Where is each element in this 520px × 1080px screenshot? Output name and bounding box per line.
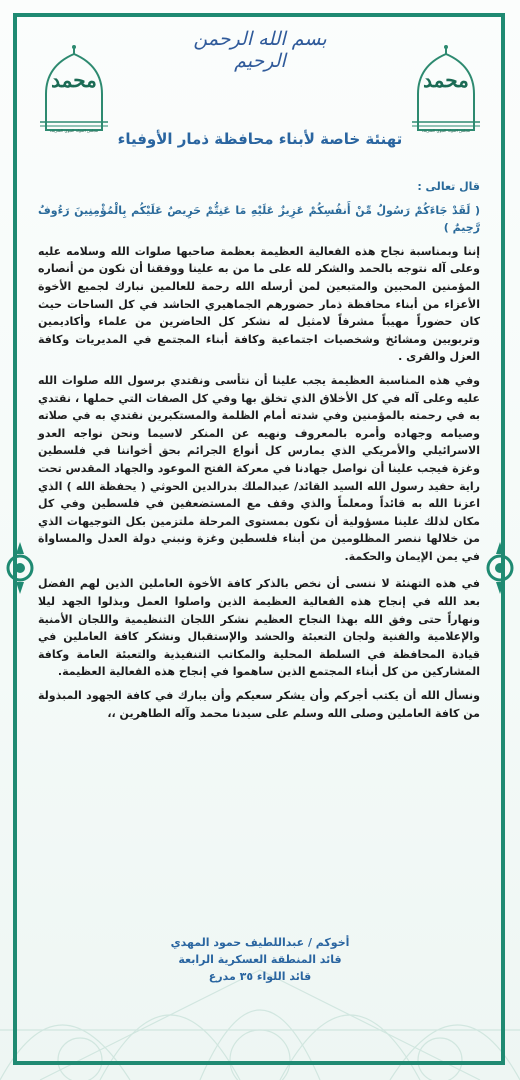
ornament-icon	[482, 540, 518, 596]
verse-intro: قال تعالى :	[417, 180, 480, 193]
paragraph-3: في هذه التهنئة لا ننسى أن نخص بالذكر كافة الأخوة العاملين الذين لهم الفضل بعد الله في إنجاح هذه الفعالية العظيمة الذين واصلوا العمل وبذلوا الجهد ليلا ونهاراً حتى وفق الله بهذا النجاح العظيم نشكر اللجان التنظيمية واللجان الأمنية والإعلامية والفنية ولجان التعبئة والحشد والإستقبال ونشكر كافة العاملين في قيادة المحافظة في السلطة المحلية والمكاتب التنفيذية والتعبئة العامة وكافة المشاركين من كل أبناء المجتمع الذين ساهموا في إنجاح هذه الفعالية العظيمة.	[38, 577, 480, 679]
emblem-caption: مجلس المولد النبوي الشريف	[49, 128, 99, 133]
basmala-calligraphy: بسم الله الرحمن الرحيم	[193, 28, 327, 72]
left-emblem	[30, 44, 118, 132]
paragraph-1: إننا وبمناسبة نجاح هذه الفعالية العظيمة بعظمة صاحبها صلوات الله وسلامه عليه وعلى آله نتوجه بالحمد والشكر لله على ما من به علينا ووفقنا أن نكون من أنصاره المؤمنين المحبين والمتبعين لمن أرسله الله رحمة للعالمين نبارك لجميع الأخوة الأعزاء من أبناء محافظة ذمار حضورهم الجماهيري الحاشد في كل الساحات حيث كان حضوراً مهيباً مشرفاً لامثيل له نشكر كل الحاضرين من علماء وأكاديمين وتربويين ومشائخ وشخصيات اجتماعية وكافة أبناء المجتمع في المديريات وكافة العزل والقرى .	[38, 244, 480, 364]
emblem-caption: مجلس المولد النبوي الشريف	[421, 128, 471, 133]
paragraph-4: ونسأل الله أن يكتب أجركم وأن يشكر سعيكم وأن يبارك في كافة الجهود المبذولة من كافة العاملين وصلى الله وسلم على سيدنا محمد وآله الطاهرين ،،	[38, 689, 480, 720]
emblem-name: محمد	[51, 68, 97, 92]
signature-block	[150, 934, 370, 985]
page-title: تهنئة خاصة لأبناء محافظة ذمار الأوفياء	[117, 130, 403, 148]
ornament-icon	[2, 540, 38, 596]
emblem-name: محمد	[423, 68, 469, 92]
signature-title: قائد المنطقة العسكرية الرابعة	[178, 953, 342, 966]
signature-name: أخوكم / عبداللطيف حمود المهدي	[170, 936, 350, 949]
right-emblem	[402, 44, 490, 132]
letter-body	[38, 178, 480, 728]
paragraph-2: وفي هذه المناسبة العظيمة يجب علينا أن نتأسى ونقتدي برسول الله صلوات الله عليه وعلى آله في كل الأخلاق الذي تخلق بها وفي كل الصفات التي حملها ، نقتدي به في رحمته بالمؤمنين وفي شدته أمام الظلمة والمستكبرين نقتدي به في صلاته وصيامه وجهاده وأمره بالمعروف ونهيه عن المنكر لاسيما ونحن نواجه العدو الاسرائيلي والأمريكي الذي يمارس كل أنواع الجرائم بحق أخواننا في فلسطين وغزة فيجب علينا أن نواصل جهادنا في معركة الفتح الموعود والجهاد المقدس تحت راية حفيد رسول الله السيد القائد/ عبدالملك بدرالدين الحوثي ( يحفظة الله ) الذي اعزنا الله به قائداً ومعلماً والذي وقف مع المستضعفين في فلسطين وفي كل مكان لذلك علينا مسؤولية أن نكون بمستوى المرحلة ملتزمين بكل التوجيهات الذي من خلالها ننصر المظلومين من أبناء فلسطين وغزة ونبني دولة العدل والمساواة في يمن الإيمان والحكمة.	[38, 373, 480, 563]
signature-rank: قائد اللواء ٣٥ مدرع	[208, 970, 312, 983]
quran-verse: ( لَقَدْ جَاءَكُمْ رَسُولٌ مِّنْ أَنفُسِكُمْ عَزِيزٌ عَلَيْهِ مَا عَنِتُّمْ حَرِيصٌ عَلَيْكُم بِالْمُؤْمِنِينَ رَءُوفٌ رَّحِيمٌ )	[38, 203, 480, 235]
